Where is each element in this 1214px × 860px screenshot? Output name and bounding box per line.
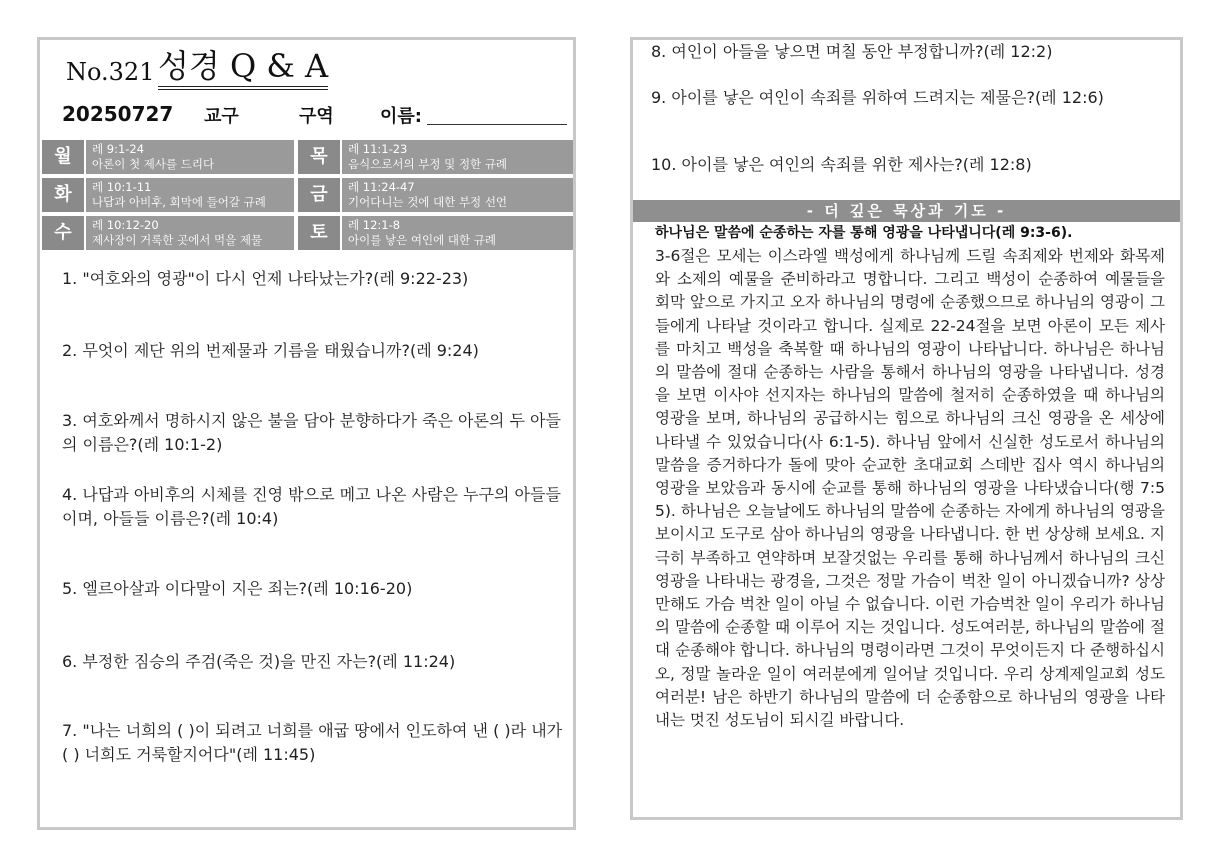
question-sheet-left — [37, 37, 576, 830]
name-label: 이름: — [380, 106, 422, 127]
reading-text: 제사장이 거룩한 곳에서 먹을 제물 — [92, 233, 263, 247]
day-label: 금 — [298, 178, 340, 212]
question-number: 4. — [62, 485, 78, 504]
question-number: 9. — [651, 88, 667, 107]
question-number: 8. — [651, 42, 667, 61]
question-text: "나는 너희의 ( )이 되려고 너희를 애굽 땅에서 인도하여 낸 ( )라 내가 ( ) 너희도 거룩할지어다"(레 11:45) — [62, 721, 563, 764]
question-number: 7. — [62, 721, 78, 740]
reading-cell — [86, 140, 294, 174]
day-label: 목 — [298, 140, 340, 174]
meditation-body: 3-6절은 모세는 이스라엘 백성에게 하나님께 드릴 속죄제와 번제와 화목제와 소제의 예물을 준비하라고 명합니다. 그리고 백성이 순종하여 예물들을 회막 앞으로 가지고 오자 하나님의 명령에 순종했으므로 하나님의 영광이 그들에게 나타날 것이라고 합니다. 실제로 22-24절을 보면 아론이 모든 제사를 마치고 백성을 축복할 때 하나님의 영광이 나타납니다. 하나님은 하나님의 말씀에 절대 순종하는 사람을 통해서 하나님의 영광을 나타냅니다. 성경을 보면 이사야 선지자는 하나님의 말씀에 철저히 순종하였을 때 하나님의 영광을 보며, 하나님의 공급하시는 힘으로 하나님의 크신 영광을 온 세상에 나타낼 수 있었습니다(사 6:1-5). 하나님 앞에서 신실한 성도로서 하나님의 말씀을 증거하다가 돌에 맞아 순교한 초대교회 스데반 집사 역시 하나님의 영광을 보았음과 동시에 순교를 통해 하나님의 영광을 나타냈습니다(행 7:55). 하나님은 오늘날에도 하나님의 말씀에 순종하는 자에게 하나님의 영광을 보이시고 도구로 삼아 하나님의 영광을 나타냅니다. 한 번 상상해 보세요. 지극히 부족하고 연약하며 보잘것없는 우리를 통해 하나님께서 하나님의 크신 영광을 나타내는 광경을, 그것은 정말 가슴이 벅찬 일이 아니겠습니까? 상상만해도 가슴 벅찬 일이 아닐 수 없습니다. 이런 가슴벅찬 일이 우리가 하나님의 말씀에 순종할 때 이루어 지는 것입니다. 성도여러분, 하나님의 말씀에 절대 순종해야 합니다. 하나님의 명령이라면 그것이 무엇이든지 다 준행하십시오, 정말 놀라운 일이 여러분에게 일어날 것입니다. 우리 상계제일교회 성도 여러분! 남은 하반기 하나님의 말씀에 더 순종함으로 하나님의 영광을 나타내는 멋진 성도님이 되시길 바랍니다. — [655, 247, 1165, 730]
question-text: 여호와께서 명하시지 않은 불을 담아 분향하다가 죽은 아론의 두 아들의 이름은?(레 10:1-2) — [62, 411, 561, 454]
question-text: 여인이 아들을 낳으면 며칠 동안 부정합니까?(레 12:2) — [671, 42, 1053, 61]
reading-ref: 레 12:1-8 — [348, 218, 401, 232]
area-label: 구역 — [299, 106, 334, 127]
question-item — [62, 409, 570, 457]
question-item — [62, 483, 570, 531]
reading-text: 나답과 아비후, 회막에 들어갈 규례 — [92, 195, 266, 209]
meditation-bar: - 더 깊은 묵상과 기도 - — [633, 200, 1180, 222]
reading-ref: 레 11:24-47 — [348, 180, 415, 194]
question-item — [651, 41, 1171, 63]
question-text: 아이를 낳은 여인이 속죄를 위하여 드려지는 제물은?(레 12:6) — [671, 88, 1104, 107]
question-text: 나답과 아비후의 시체를 진영 밖으로 메고 나온 사람은 누구의 아들들이며, 아들들 이름은?(레 10:4) — [62, 485, 561, 528]
question-text: 부정한 짐승의 주검(죽은 것)을 만진 자는?(레 11:24) — [82, 652, 456, 671]
question-item — [62, 267, 570, 291]
question-number: 5. — [62, 579, 78, 598]
question-number: 2. — [62, 341, 78, 360]
question-item — [651, 154, 1171, 176]
question-number: 10. — [651, 155, 677, 174]
question-item — [62, 719, 570, 767]
reading-text: 기어다니는 것에 대한 부정 선언 — [348, 195, 508, 209]
day-label: 수 — [42, 216, 84, 250]
issue-date: 20250727 — [62, 102, 174, 126]
question-item — [62, 339, 570, 363]
day-label: 화 — [42, 178, 84, 212]
reading-ref: 레 9:1-24 — [92, 142, 145, 156]
issue-number: No.321 — [66, 58, 155, 86]
day-label: 토 — [298, 216, 340, 250]
name-blank-line — [427, 124, 567, 125]
reading-cell — [86, 216, 294, 250]
question-item — [651, 87, 1171, 109]
meditation-heading: 하나님은 말씀에 순종하는 자를 통해 영광을 나타냅니다(레 9:3-6). — [655, 225, 1073, 241]
schedule-row — [40, 178, 573, 214]
question-text: 무엇이 제단 위의 번제물과 기름을 태웠습니까?(레 9:24) — [82, 341, 479, 360]
reading-text: 음식으로서의 부정 및 정한 규례 — [348, 157, 508, 171]
reading-cell — [342, 140, 573, 174]
schedule-row — [40, 216, 573, 252]
reading-ref: 레 10:1-11 — [92, 180, 152, 194]
question-item — [62, 650, 570, 674]
page-title: 성경 Q & A — [158, 46, 328, 90]
question-text: 아이를 낳은 여인의 속죄를 위한 제사는?(레 12:8) — [681, 155, 1032, 174]
question-text: "여호와의 영광"이 다시 언제 나타났는가?(레 9:22-23) — [82, 269, 469, 288]
question-sheet-right — [630, 37, 1183, 820]
question-text: 엘르아살과 이다말이 지은 죄는?(레 10:16-20) — [82, 579, 413, 598]
reading-text: 아론이 첫 제사를 드리다 — [92, 157, 215, 171]
reading-text: 아이를 낳은 여인에 대한 규례 — [348, 233, 496, 247]
question-item — [62, 577, 570, 601]
reading-cell — [342, 178, 573, 212]
reading-ref: 레 11:1-23 — [348, 142, 408, 156]
reading-ref: 레 10:12-20 — [92, 218, 159, 232]
question-number: 6. — [62, 652, 78, 671]
reading-schedule — [40, 140, 573, 255]
reading-cell — [342, 216, 573, 250]
schedule-row — [40, 140, 573, 176]
meta-row — [62, 100, 552, 130]
district-label: 교구 — [204, 106, 239, 127]
day-label: 월 — [42, 140, 84, 174]
question-number: 1. — [62, 269, 78, 288]
question-number: 3. — [62, 411, 78, 430]
reading-cell — [86, 178, 294, 212]
